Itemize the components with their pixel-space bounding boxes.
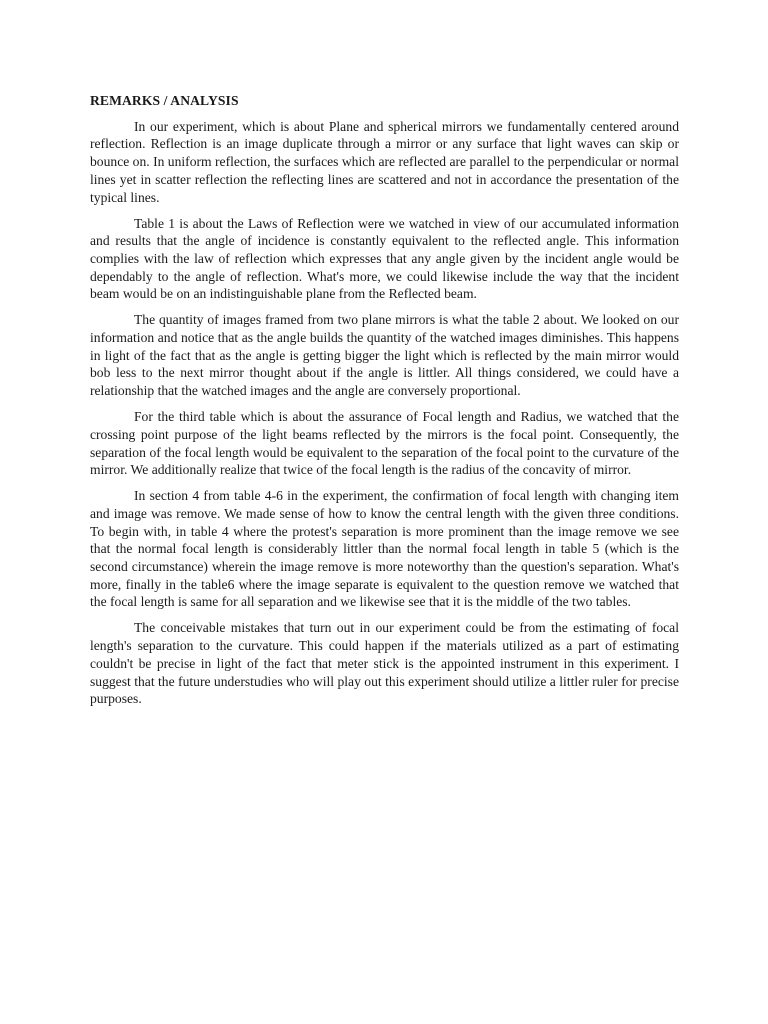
paragraph-errors: The conceivable mistakes that turn out in our experiment could be from the estimating of focal length's separation to the curvature. This could happen if the materials utilized as a part of estimating couldn't be precise in light of the fact that meter stick is the appointed instrument in this experiment. I suggest that the future understudies who will play out this experiment should utilize a littler ruler for precise purposes. [90,620,679,707]
paragraph-table-2: The quantity of images framed from two plane mirrors is what the table 2 about. We looked on our information and notice that as the angle builds the quantity of the watched images diminishes. This happens in light of the fact that as the angle is getting bigger the light which is reflected by the main mirror would bob less to the next mirror thought about if the angle is littler. All things considered, we could have a relationship that the watched images and the angle are conversely proportional. [90,312,679,399]
document-body [90,92,679,716]
paragraph-section-4: In section 4 from table 4-6 in the experiment, the confirmation of focal length with changing item and image was remove. We made sense of how to know the central length with the given three conditions. To begin with, in table 4 where the protest's separation is more prominent than the image remove we see that the normal focal length is considerably littler than the normal focal length in table 5 (which is the second circumstance) wherein the image remove is more noteworthy than the question's separation. What's more, finally in the table6 where the image separate is equivalent to the question remove we watched that the focal length is same for all separation and we likewise see that it is the middle of the two tables. [90,488,679,610]
paragraph-table-1: Table 1 is about the Laws of Reflection were we watched in view of our accumulated information and results that the angle of incidence is constantly equivalent to the reflected angle. This information complies with the law of reflection which expresses that any angle given by the incident angle would be dependably to the angle of reflection. What's more, we could likewise include the way that the incident beam would be on an indistinguishable plane from the Reflected beam. [90,215,679,302]
section-heading: REMARKS / ANALYSIS [90,93,239,108]
paragraph-reflection-intro: In our experiment, which is about Plane and spherical mirrors we fundamentally centered around reflection. Reflection is an image duplicate through a mirror or any surface that light waves can skip or bounce on. In uniform reflection, the surfaces which are reflected are parallel to the perpendicular or normal lines yet in scatter reflection the reflecting lines are scattered and not in accordance the presentation of the typical lines. [90,118,679,205]
paragraph-table-3: For the third table which is about the assurance of Focal length and Radius, we watched that the crossing point purpose of the light beams reflected by the mirrors is the focal point. Consequently, the separation of the focal length would be equivalent to the separation of the focal point to the curvature of the mirror. We additionally realize that twice of the focal length is the radius of the concavity of mirror. [90,409,679,478]
